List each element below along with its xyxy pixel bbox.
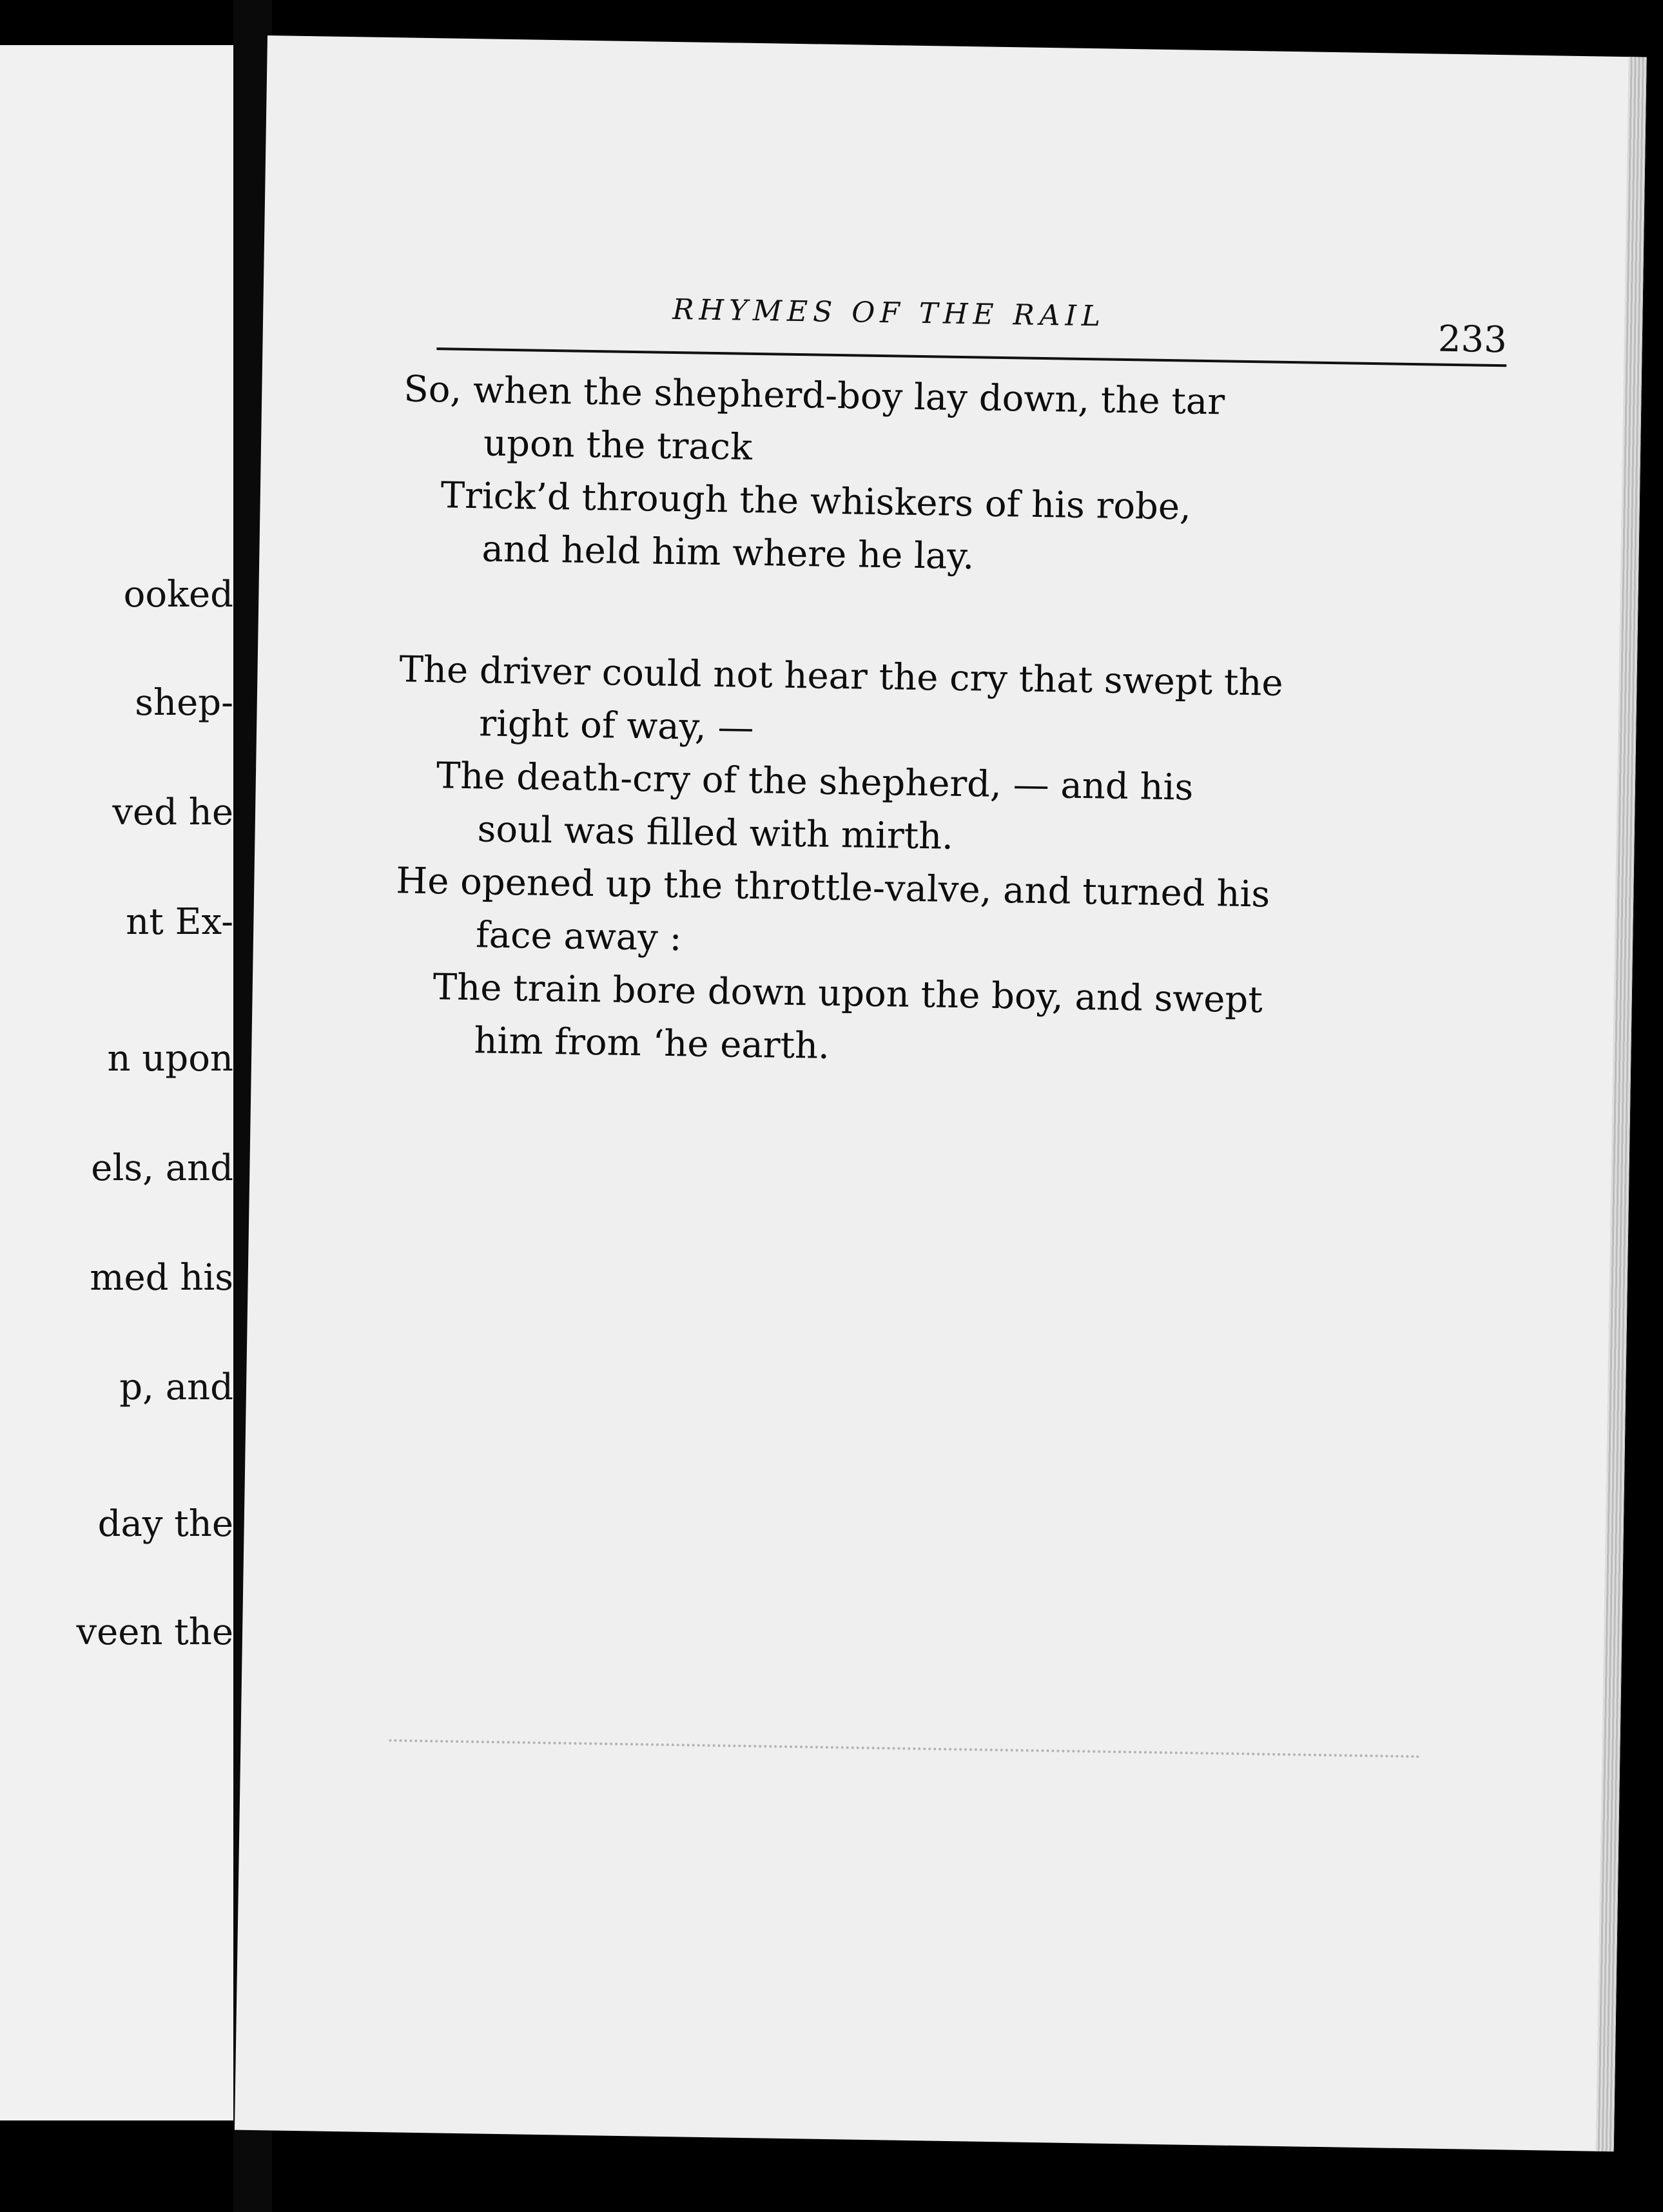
verse-line: face away :	[475, 914, 683, 960]
left-page-fragment: nt Ex-	[126, 901, 233, 943]
page-number: 233	[1437, 318, 1508, 362]
verse-line: upon the track	[483, 422, 753, 469]
left-page-fragment: med his	[90, 1257, 233, 1299]
verse-line: The train bore down upon the boy, and swept	[433, 966, 1263, 1022]
left-page-fragment: ved he	[112, 791, 233, 833]
left-page-fragment: veen the	[76, 1611, 233, 1653]
left-page-fragment: n upon	[107, 1038, 233, 1080]
verse-line: him from ‘he earth.	[474, 1020, 830, 1067]
right-page	[235, 35, 1647, 2151]
left-page-fragment: els, and	[91, 1147, 233, 1189]
running-head	[436, 276, 1508, 367]
show-through-specks	[389, 1713, 1420, 1758]
stanza-2	[393, 643, 1508, 1083]
verse-line: right of way, —	[478, 703, 754, 749]
left-page-fragment: day the	[97, 1503, 233, 1545]
page-edge	[1596, 57, 1647, 2151]
left-page	[0, 45, 233, 2120]
verse-line: So, when the shepherd-boy lay down, the tar	[403, 368, 1225, 423]
verse-line: soul was filled with mirth.	[477, 808, 954, 858]
verse-line: Trick’d through the whiskers of his robe,	[440, 474, 1192, 529]
verse-line: The death-cry of the shepherd, — and his	[436, 755, 1194, 809]
stanza-1	[401, 363, 1513, 592]
left-page-fragment: shep-	[135, 682, 233, 724]
verse-line: He opened up the throttle-valve, and turned his	[395, 860, 1270, 916]
verse-line: and held him where he lay.	[481, 528, 975, 578]
left-page-fragment: ooked	[123, 574, 233, 616]
verse-line: The driver could not hear the cry that swept the	[399, 648, 1284, 704]
running-head-title: RHYMES OF THE RAIL	[672, 293, 1106, 333]
left-page-fragment: p, and	[119, 1366, 233, 1408]
